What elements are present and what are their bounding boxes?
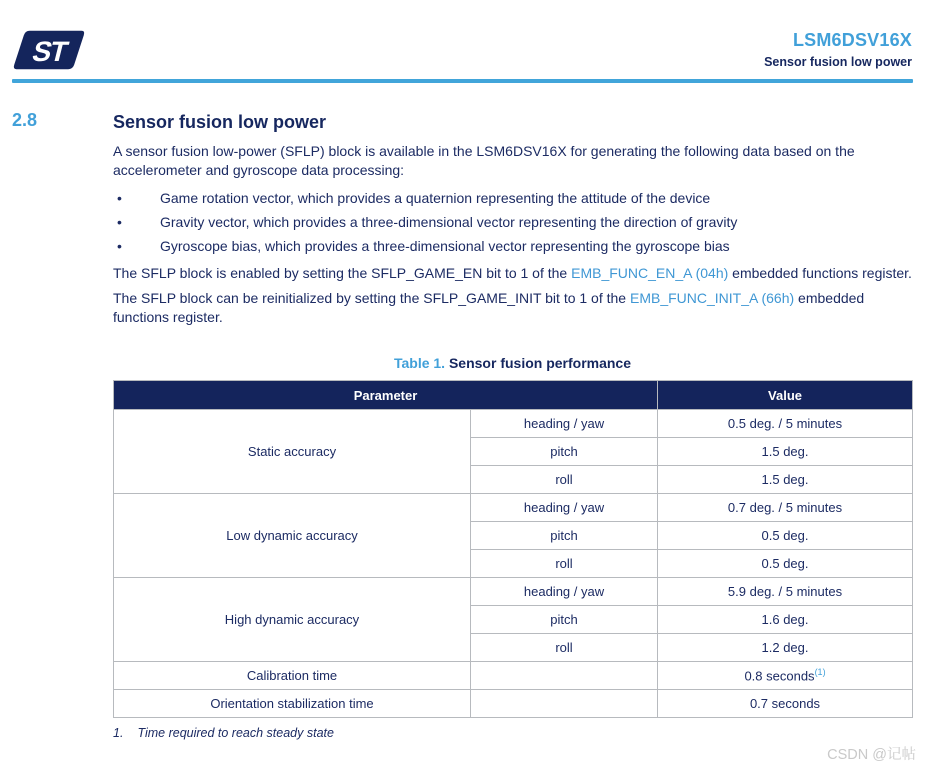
list-item bbox=[113, 210, 912, 234]
table-row bbox=[114, 410, 913, 438]
enable-paragraph bbox=[113, 264, 912, 283]
emb-func-init-a-link[interactable]: EMB_FUNC_INIT_A (66h) bbox=[629, 290, 795, 306]
enable-text-pre: The SFLP block is enabled by setting the SFLP_GAME_EN bit to 1 of the bbox=[113, 265, 572, 281]
list-item bbox=[113, 186, 912, 210]
footnote-ref-link[interactable]: (1) bbox=[814, 667, 826, 678]
table-row bbox=[114, 690, 913, 718]
value-cell: 0.5 deg. bbox=[658, 550, 913, 578]
parameter-cell: Calibration time bbox=[114, 662, 471, 690]
parameter-cell: Static accuracy bbox=[114, 410, 471, 494]
document-subtitle: Sensor fusion low power bbox=[764, 55, 912, 69]
value-cell: 5.9 deg. / 5 minutes bbox=[658, 578, 913, 606]
footnote-number: 1. bbox=[113, 726, 124, 740]
subparameter-cell: heading / yaw bbox=[471, 410, 658, 438]
intro-paragraph: A sensor fusion low-power (SFLP) block is available in the LSM6DSV16X for generating the following data based on the accelerometer and gyroscope data processing: bbox=[113, 143, 855, 178]
subparameter-cell: pitch bbox=[471, 438, 658, 466]
table-footnote bbox=[113, 726, 937, 740]
svg-text:ST: ST bbox=[28, 36, 70, 68]
parameter-cell: Orientation stabilization time bbox=[114, 690, 471, 718]
list-item-text: Gravity vector, which provides a three-dimensional vector representing the direction of gravity bbox=[160, 214, 738, 230]
csdn-watermark: CSDN @记帖 bbox=[827, 747, 916, 763]
page-content bbox=[0, 84, 937, 740]
value-text: 0.8 seconds bbox=[744, 668, 815, 684]
value-cell: 1.2 deg. bbox=[658, 634, 913, 662]
subparameter-cell: pitch bbox=[471, 522, 658, 550]
table-caption-label: Table 1. bbox=[393, 355, 446, 371]
reinit-text-pre: The SFLP block can be reinitialized by setting the SFLP_GAME_INIT bit to 1 of the bbox=[113, 290, 630, 306]
section-title: Sensor fusion low power bbox=[113, 112, 327, 132]
list-item-text: Game rotation vector, which provides a quaternion representing the attitude of the device bbox=[160, 190, 711, 206]
table-row bbox=[114, 578, 913, 606]
feature-list bbox=[113, 186, 912, 258]
bullet-icon: • bbox=[117, 190, 122, 206]
emb-func-en-a-link[interactable]: EMB_FUNC_EN_A (04h) bbox=[571, 265, 729, 281]
page-header bbox=[0, 0, 937, 84]
subparameter-cell: heading / yaw bbox=[471, 494, 658, 522]
section-number: 2.8 bbox=[12, 110, 38, 130]
value-cell: 0.5 deg. bbox=[658, 522, 913, 550]
column-header-value: Value bbox=[658, 381, 913, 410]
enable-text-post: embedded functions register. bbox=[728, 265, 912, 281]
subparameter-cell: pitch bbox=[471, 606, 658, 634]
subparameter-cell: heading / yaw bbox=[471, 578, 658, 606]
column-header-parameter: Parameter bbox=[114, 381, 658, 410]
empty-cell bbox=[471, 690, 658, 718]
table-row bbox=[114, 662, 913, 690]
product-name: LSM6DSV16X bbox=[792, 30, 912, 50]
reinit-paragraph bbox=[113, 289, 912, 327]
value-cell bbox=[658, 662, 913, 690]
header-divider bbox=[12, 79, 913, 83]
table-header-row bbox=[114, 381, 913, 410]
subparameter-cell: roll bbox=[471, 634, 658, 662]
value-cell: 0.7 seconds bbox=[658, 690, 913, 718]
bullet-icon: • bbox=[117, 238, 122, 254]
empty-cell bbox=[471, 662, 658, 690]
bullet-icon: • bbox=[117, 214, 122, 230]
parameter-cell: High dynamic accuracy bbox=[114, 578, 471, 662]
section-body bbox=[113, 112, 912, 718]
value-cell: 0.7 deg. / 5 minutes bbox=[658, 494, 913, 522]
footnote-text: Time required to reach steady state bbox=[137, 726, 334, 740]
sensor-fusion-performance-table bbox=[113, 380, 913, 718]
value-cell: 0.5 deg. / 5 minutes bbox=[658, 410, 913, 438]
header-titles bbox=[764, 30, 912, 69]
list-item bbox=[113, 234, 912, 258]
value-cell: 1.5 deg. bbox=[658, 438, 913, 466]
table-caption bbox=[113, 355, 912, 371]
table-row bbox=[114, 494, 913, 522]
parameter-cell: Low dynamic accuracy bbox=[114, 494, 471, 578]
subparameter-cell: roll bbox=[471, 466, 658, 494]
value-cell: 1.5 deg. bbox=[658, 466, 913, 494]
value-cell: 1.6 deg. bbox=[658, 606, 913, 634]
reinit-text-post: embedded functions register. bbox=[113, 290, 865, 325]
st-logo-icon bbox=[12, 28, 86, 72]
subparameter-cell: roll bbox=[471, 550, 658, 578]
table-caption-title: Sensor fusion performance bbox=[445, 355, 632, 371]
list-item-text: Gyroscope bias, which provides a three-dimensional vector representing the gyroscope bias bbox=[160, 238, 730, 254]
